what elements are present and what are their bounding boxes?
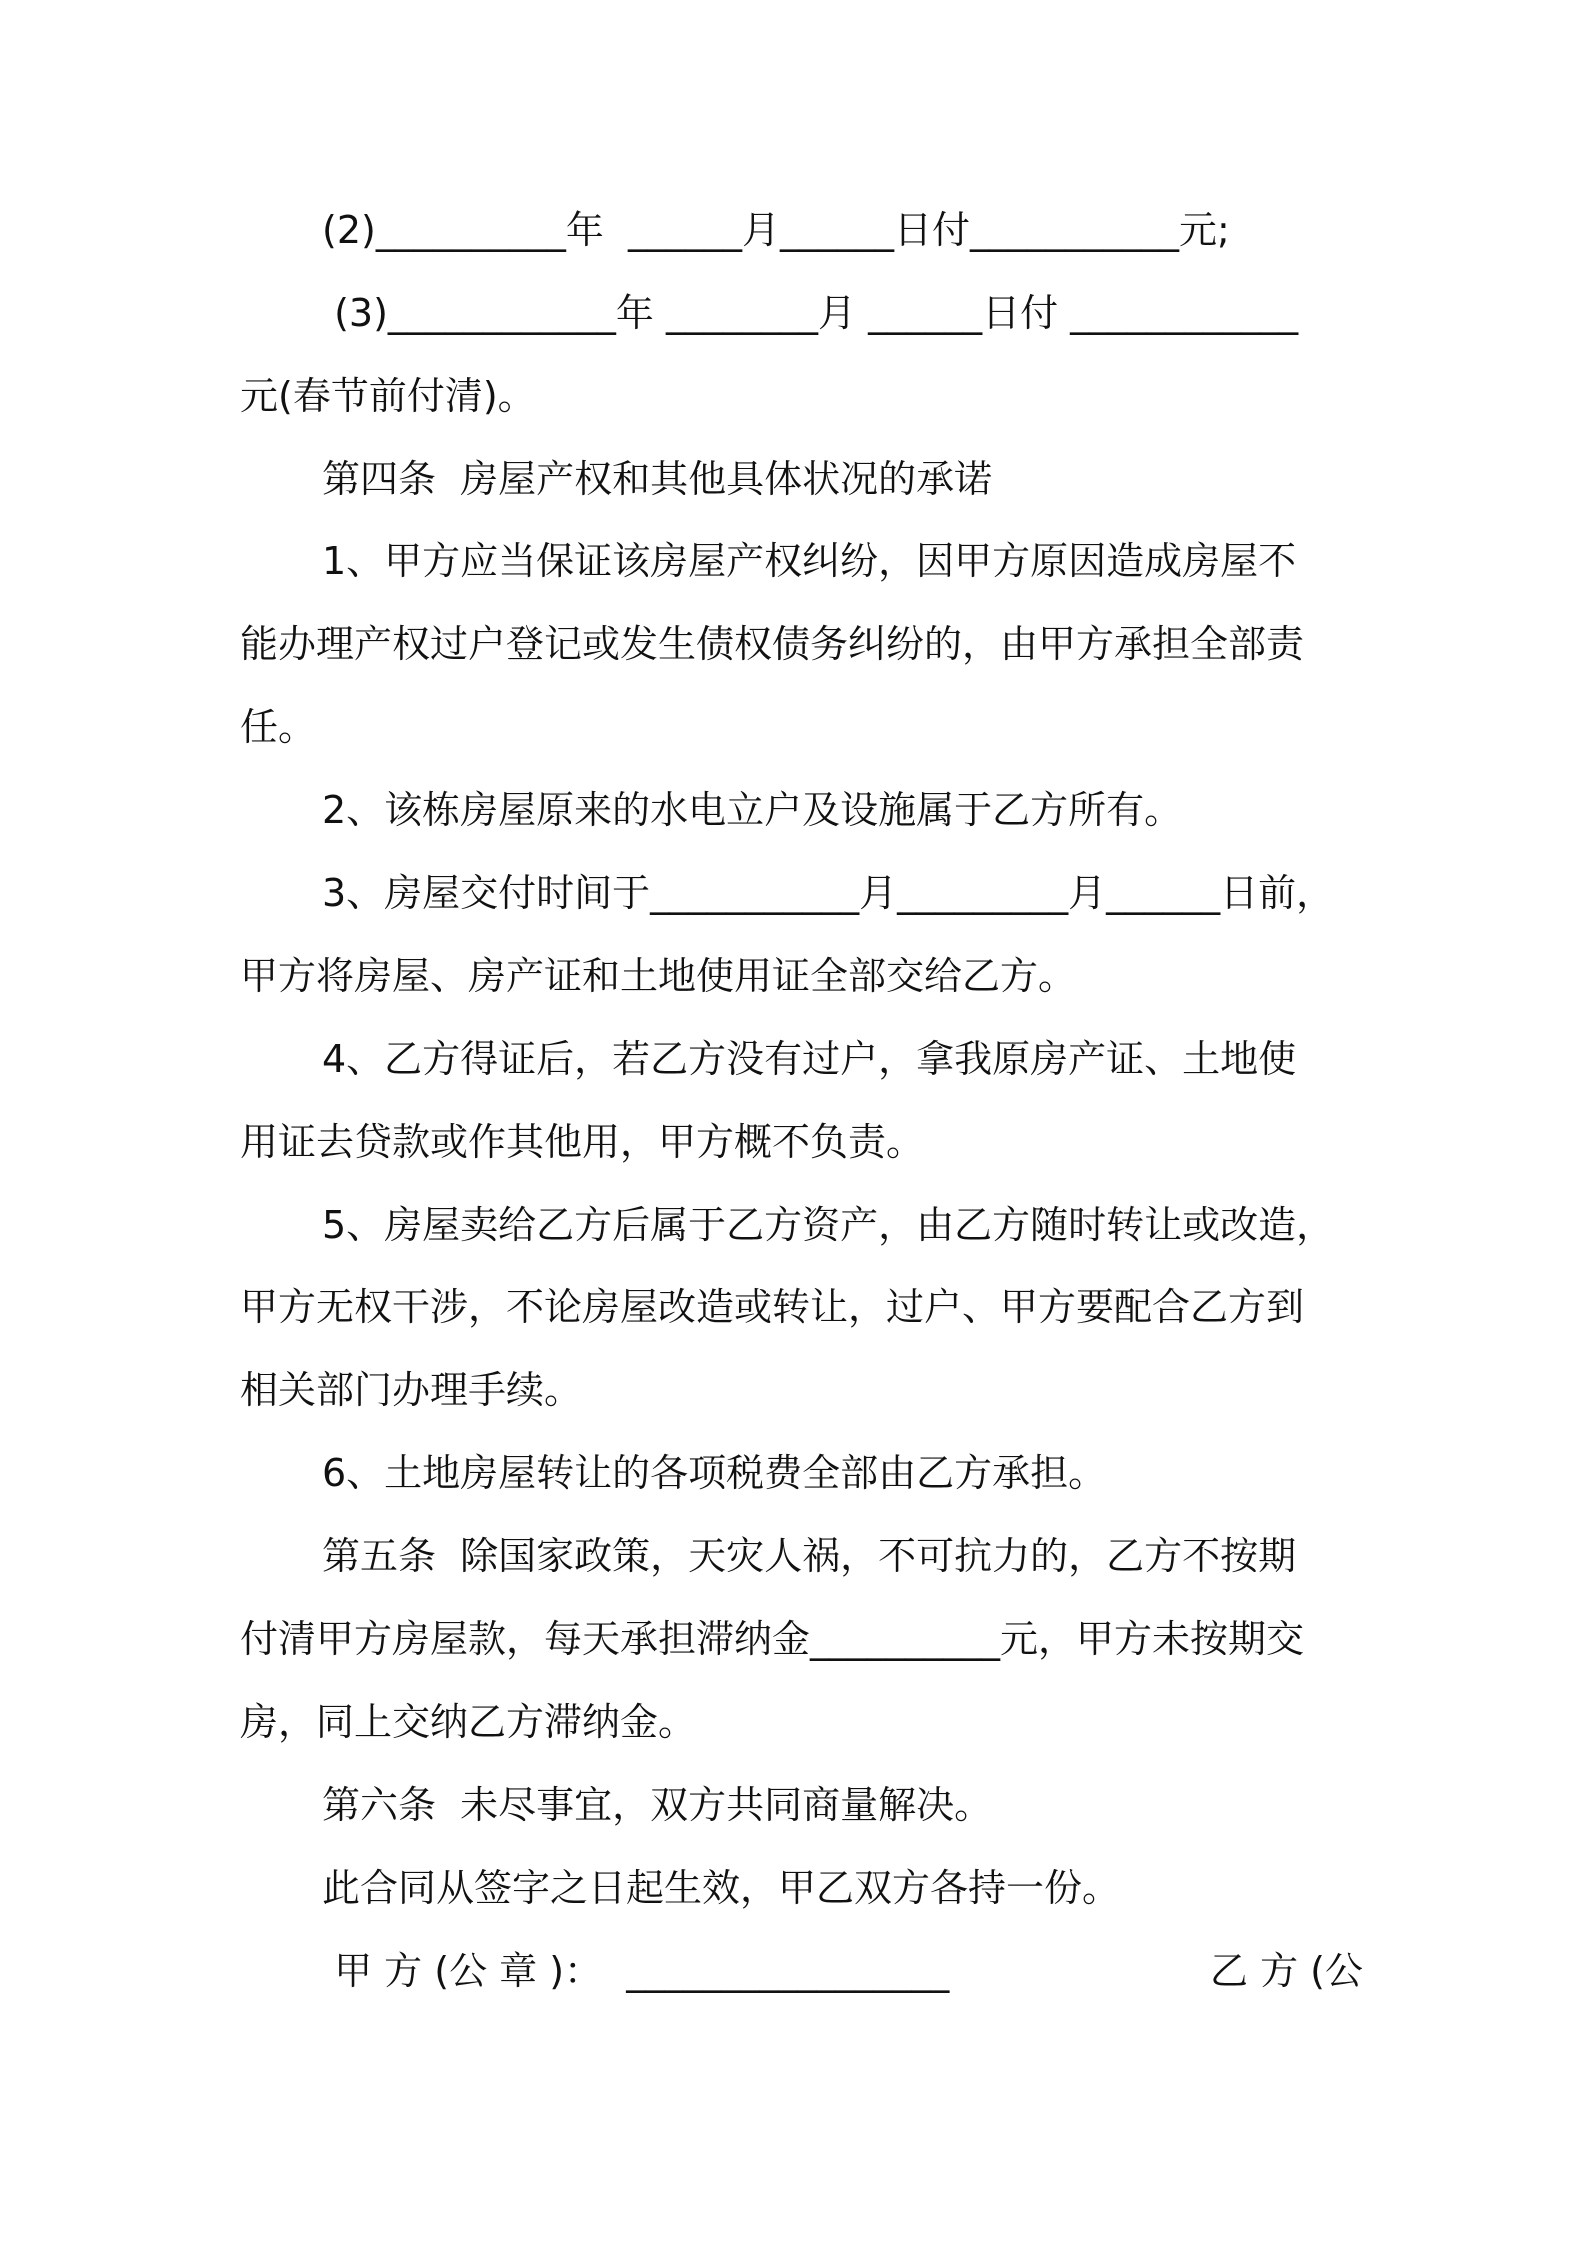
article-6: 第六条 未尽事宜，双方共同商量解决。 — [322, 1783, 993, 1827]
clause-4-5-cont: 甲方无权干涉，不论房屋改造或转让，过户、甲方要配合乙方到 — [240, 1285, 1305, 1329]
clause-4-4-cont: 用证去贷款或作其他用，甲方概不负责。 — [240, 1120, 925, 1164]
article-4-heading: 第四条 房屋产权和其他具体状况的承诺 — [322, 457, 993, 501]
clause-4-6: 6、土地房屋转让的各项税费全部由乙方承担。 — [322, 1451, 1107, 1495]
payment-line-2: (2)__________年 ______月______日付___________元; — [322, 208, 1230, 252]
clause-4-5: 5、房屋卖给乙方后属于乙方资产，由乙方随时转让或改造， — [322, 1203, 1335, 1247]
clause-4-2: 2、该栋房屋原来的水电立户及设施属于乙方所有。 — [322, 788, 1183, 832]
clause-4-1-cont: 能办理产权过户登记或发生债权债务纠纷的，由甲方承担全部责 — [240, 622, 1305, 666]
effective-clause: 此合同从签字之日起生效，甲乙双方各持一份。 — [322, 1866, 1121, 1910]
payment-line-3: (3)____________年 ________月 ______日付 ____________ — [322, 291, 1299, 335]
clause-4-3-cont: 甲方将房屋、房产证和土地使用证全部交给乙方。 — [240, 954, 1077, 998]
party-b-signature-label: 乙 方 (公 — [1210, 1949, 1363, 1993]
clause-4-3: 3、房屋交付时间于___________月_________月______日前， — [322, 871, 1335, 915]
article-5: 第五条 除国家政策，天灾人祸，不可抗力的，乙方不按期 — [322, 1534, 1297, 1578]
payment-line-3-cont: 元(春节前付清)。 — [240, 374, 536, 418]
party-a-signature-line: 甲 方 (公 章 )： _________________ — [322, 1949, 950, 1993]
clause-4-5-end: 相关部门办理手续。 — [240, 1368, 583, 1412]
article-5-cont: 付清甲方房屋款，每天承担滞纳金__________元，甲方未按期交 — [240, 1617, 1305, 1661]
clause-4-4: 4、乙方得证后，若乙方没有过户，拿我原房产证、土地使 — [322, 1037, 1297, 1081]
article-5-end: 房，同上交纳乙方滞纳金。 — [240, 1700, 697, 1744]
clause-4-1-end: 任。 — [240, 705, 317, 749]
clause-4-1: 1、甲方应当保证该房屋产权纠纷，因甲方原因造成房屋不 — [322, 539, 1297, 583]
